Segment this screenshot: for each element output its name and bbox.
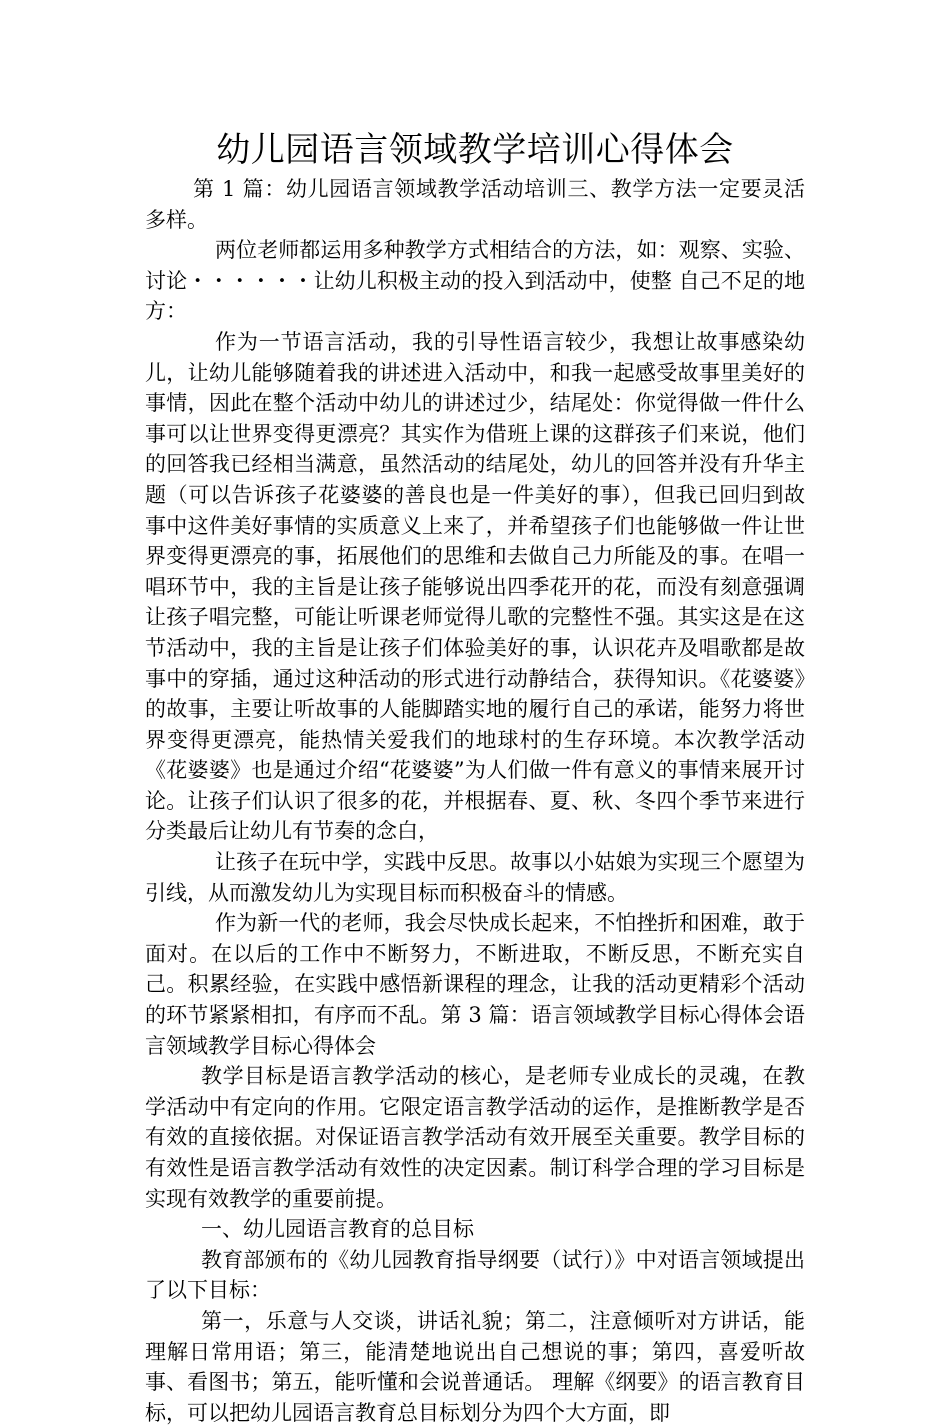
section-heading-1: 一、幼儿园语言教育的总目标 — [201, 1217, 474, 1242]
paragraph-1: 第 1 篇：幼儿园语言领域教学活动培训三、教学方法一定要灵活多样。 — [145, 177, 805, 232]
paragraph-3: 作为一节语言活动，我的引导性语言较少，我想让故事感染幼儿，让幼儿能够随着我的讲述进入活动中，和我一起感受故事里美好的事情，因此在整个活动中幼儿的讲述过少，结尾处：你觉得做一件什么事可以让世界变得更漂亮？其实作为借班上课的这群孩子们来说，他们的回答我已经相当满意，虽然活动的结尾处，幼儿的回答并没有升华主题（可以告诉孩子花婆婆的善良也是一件美好的事），但我已回归到故事中这件美好事情的实质意义上来了，并希望孩子们也能够做一件让世界变得更漂亮的事，拓展他们的思维和去做自己力所能及的事。在唱一唱环节中，我的主旨是让孩子能够说出四季花开的花，而没有刻意强调让孩子唱完整，可能让听课老师觉得儿歌的完整性不强。其实这是在这节活动中，我的主旨是让孩子们体验美好的事，认识花卉及唱歌都是故事中的穿插，通过这种活动的形式进行动静结合，获得知识。《花婆婆》的故事，主要让听故事的人能脚踏实地的履行自己的承诺，能努力将世界变得更漂亮，能热情关爱我们的地球村的生存环境。本次教学活动《花婆婆》也是通过介绍“花婆婆”为人们做一件有意义的事情来展开讨论。让孩子们认识了很多的花，并根据春、夏、秋、冬四个季节来进行分类最后让幼儿有节奏的念白， — [145, 329, 805, 844]
paragraph-4: 让孩子在玩中学，实践中反思。故事以小姑娘为实现三个愿望为引线，从而激发幼儿为实现目标而积极奋斗的情感。 — [145, 850, 805, 905]
paragraph-8: 第一，乐意与人交谈，讲话礼貌；第二，注意倾听对方讲话，能理解日常用语；第三，能清楚地说出自己想说的事；第四，喜爱听故事、看图书；第五，能听懂和会说普通话。 理解《纲要》的语言教育目标，可以把幼儿园语言教育总目标划分为四个大方面，即 — [145, 1308, 805, 1425]
paragraph-7: 教育部颁布的《幼儿园教育指导纲要（试行）》中对语言领域提出了以下目标： — [145, 1247, 805, 1303]
document-page — [145, 126, 805, 1428]
paragraph-5: 作为新一代的老师，我会尽快成长起来，不怕挫折和困难，敢于面对。在以后的工作中不断努力，不断进取，不断反思，不断充实自己。积累经验，在实践中感悟新课程的理念，让我的活动更精彩个活动的环节紧紧相扣，有序而不乱。第 3 篇：语言领域教学目标心得体会语言领域教学目标心得体会 — [145, 911, 805, 1058]
paragraph-6: 教学目标是语言教学活动的核心，是老师专业成长的灵魂，在教学活动中有定向的作用。它限定语言教学活动的运作，是推断教学是否有效的直接依据。对保证语言教学活动有效开展至关重要。教学目标的有效性是语言教学活动有效性的决定因素。制订科学合理的学习目标是实现有效教学的重要前提。 — [145, 1064, 805, 1211]
paragraph-2: 两位老师都运用多种教学方式相结合的方法，如：观察、实验、讨论・・・・・・让幼儿积极主动的投入到活动中，使整 自己不足的地方： — [145, 238, 805, 324]
document-title: 幼儿园语言领域教学培训心得体会 — [216, 130, 734, 170]
